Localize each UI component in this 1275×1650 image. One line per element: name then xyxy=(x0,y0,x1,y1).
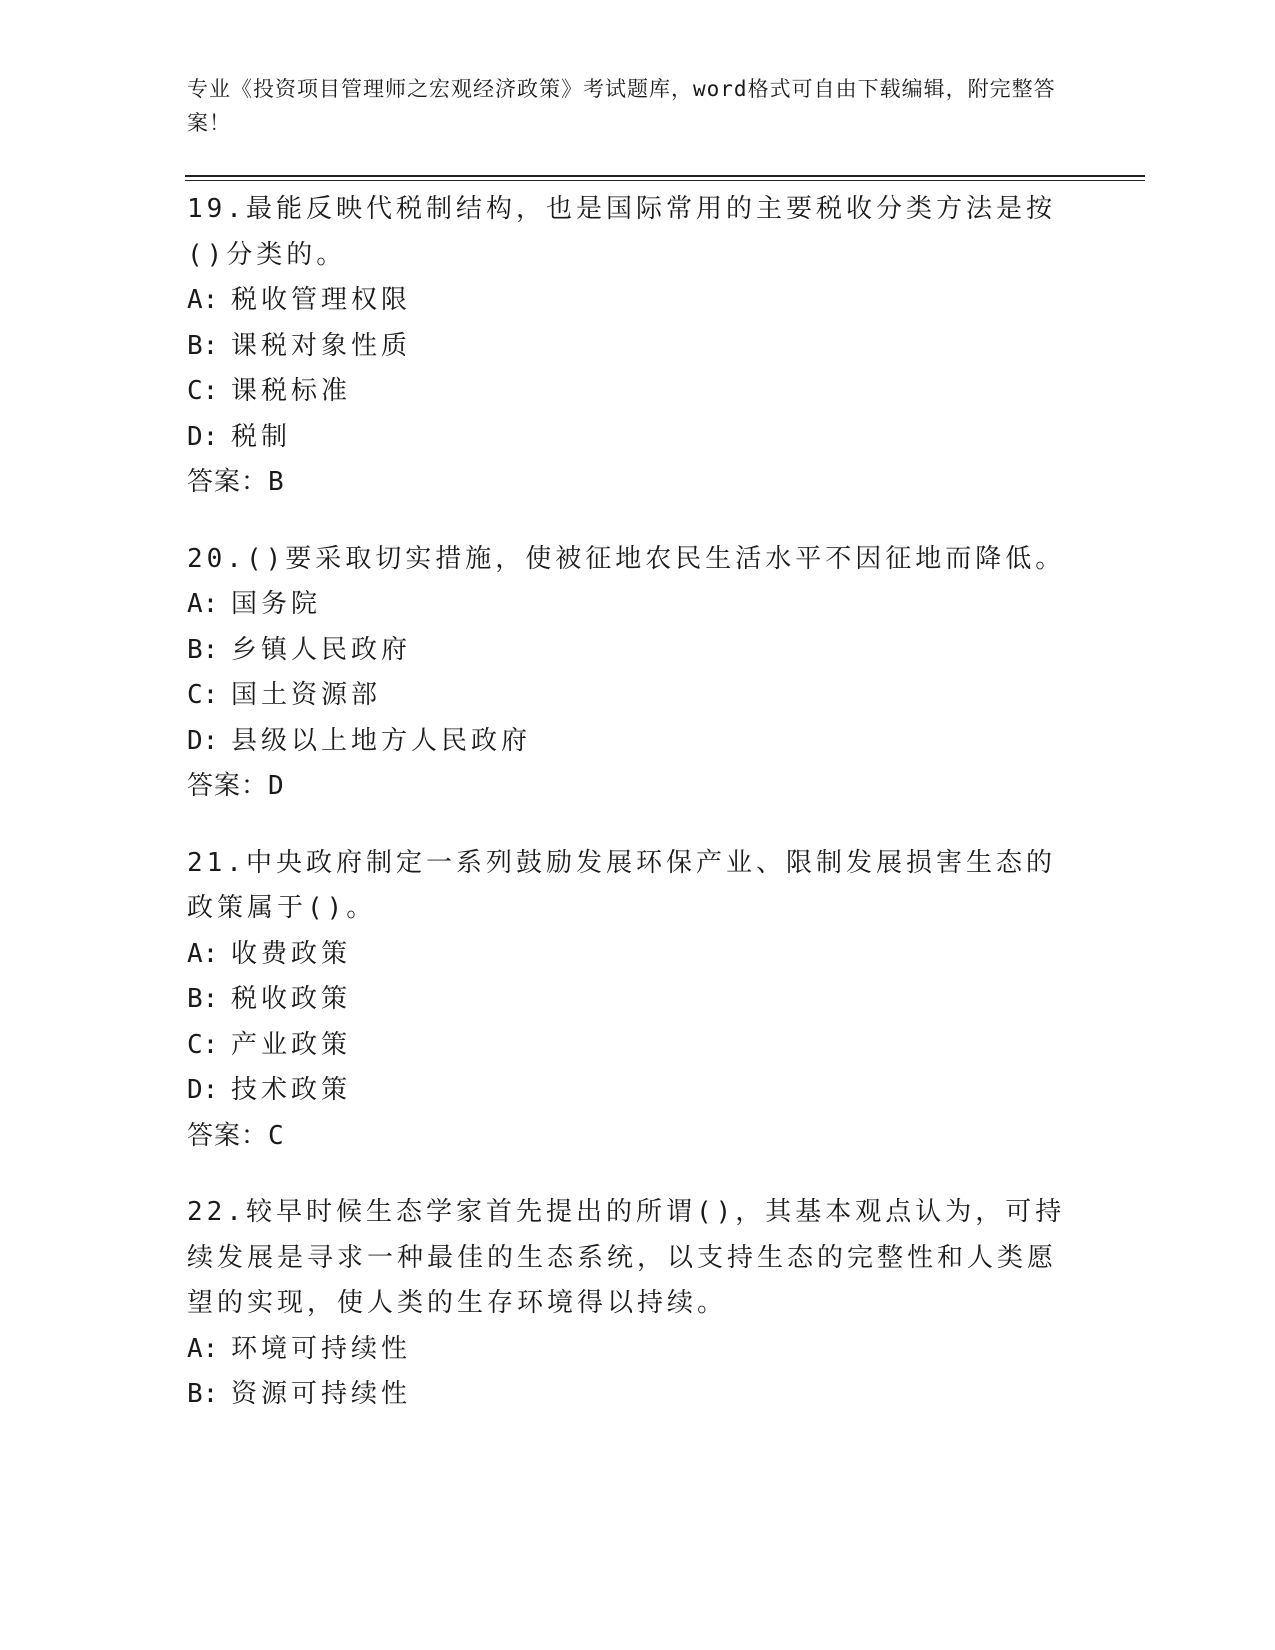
answer-label: 答案： xyxy=(187,467,269,497)
header-divider-thick xyxy=(185,175,1145,177)
option-key: C: xyxy=(187,376,219,406)
option-d xyxy=(187,415,1077,461)
question-20 xyxy=(187,537,1077,810)
option-key: D: xyxy=(187,1075,219,1105)
option-text: 乡镇人民政府 xyxy=(231,634,412,665)
option-b xyxy=(187,977,1077,1023)
header-divider-thin xyxy=(185,180,1145,181)
option-a xyxy=(187,278,1077,324)
option-key: B: xyxy=(187,984,219,1014)
option-key: A: xyxy=(187,285,219,315)
answer-label: 答案： xyxy=(187,771,269,801)
answer-line xyxy=(187,764,1077,810)
option-text: 国土资源部 xyxy=(231,680,382,710)
answer-value: C xyxy=(268,1120,285,1151)
question-22 xyxy=(187,1190,1077,1418)
option-key: A: xyxy=(187,589,219,619)
question-text: 20.()要采取切实措施，使被征地农民生活水平不因征地而降低。 xyxy=(187,543,1066,574)
answer-line xyxy=(187,460,1077,506)
option-c xyxy=(187,673,1077,719)
option-key: B: xyxy=(187,634,219,665)
answer-value: B xyxy=(268,467,285,497)
option-text: 课税对象性质 xyxy=(231,330,412,361)
option-key: A: xyxy=(187,938,219,969)
option-c xyxy=(187,369,1077,415)
option-d xyxy=(187,1068,1077,1114)
option-text: 课税标准 xyxy=(231,376,352,406)
question-list xyxy=(187,187,1077,1449)
option-key: C: xyxy=(187,1029,219,1060)
option-a xyxy=(187,1327,1077,1373)
question-text: 22.较早时候生态学家首先提出的所谓()，其基本观点认为，可持续发展是寻求一种最佳的生态系统，以支持生态的完整性和人类愿望的实现，使人类的生存环境得以持续。 xyxy=(187,1197,1066,1318)
option-text: 资源可持续性 xyxy=(231,1379,412,1409)
question-text: 21.中央政府制定一系列鼓励发展环保产业、限制发展损害生态的政策属于()。 xyxy=(187,847,1056,923)
option-key: B: xyxy=(187,330,219,361)
option-a xyxy=(187,932,1077,978)
option-c xyxy=(187,1023,1077,1069)
option-text: 技术政策 xyxy=(231,1075,352,1105)
option-key: D: xyxy=(187,421,219,452)
answer-label: 答案： xyxy=(187,1120,269,1151)
option-text: 税收政策 xyxy=(231,984,352,1014)
option-text: 环境可持续性 xyxy=(231,1333,412,1364)
option-b xyxy=(187,1372,1077,1418)
answer-line xyxy=(187,1114,1077,1160)
option-key: A: xyxy=(187,1333,219,1364)
question-19 xyxy=(187,187,1077,506)
option-b xyxy=(187,628,1077,674)
option-key: C: xyxy=(187,680,219,710)
option-d xyxy=(187,719,1077,765)
option-text: 收费政策 xyxy=(231,938,352,969)
option-text: 产业政策 xyxy=(231,1029,352,1060)
option-b xyxy=(187,324,1077,370)
option-key: B: xyxy=(187,1379,219,1409)
question-text: 19.最能反映代税制结构，也是国际常用的主要税收分类方法是按()分类的。 xyxy=(187,194,1056,270)
option-a xyxy=(187,582,1077,628)
option-text: 税收管理权限 xyxy=(231,285,412,315)
header-text: 专业《投资项目管理师之宏观经济政策》考试题库，word格式可自由下载编辑，附完整答案！ xyxy=(187,77,1056,135)
option-text: 国务院 xyxy=(231,589,322,619)
document-header xyxy=(187,72,1067,140)
answer-value: D xyxy=(268,771,285,801)
option-key: D: xyxy=(187,725,219,756)
option-text: 税制 xyxy=(231,421,292,452)
question-21 xyxy=(187,841,1077,1160)
option-text: 县级以上地方人民政府 xyxy=(231,725,532,756)
